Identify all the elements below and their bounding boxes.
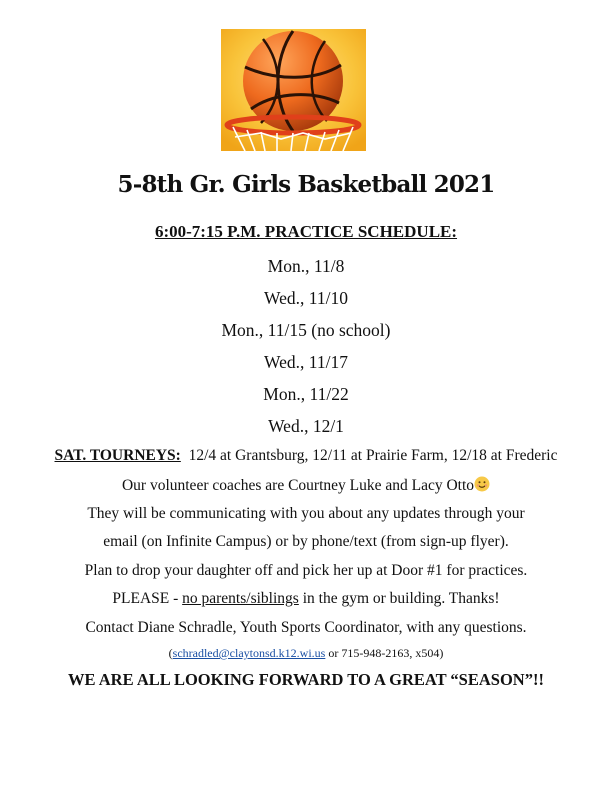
- contact-email-link[interactable]: schradled@claytonsd.k12.wi.us: [172, 646, 326, 660]
- contact-phone: or 715-948-2163, x504): [325, 646, 444, 660]
- contact-line: Contact Diane Schradle, Youth Sports Coordinator, with any questions.: [85, 619, 527, 636]
- tourneys-line: [0, 447, 612, 465]
- please-prefix: PLEASE -: [112, 590, 183, 607]
- please-underlined: no parents/siblings: [182, 590, 299, 607]
- closing-line: WE ARE ALL LOOKING FORWARD TO A GREAT “SEASON”!!: [68, 670, 544, 689]
- practice-date: Wed., 12/1: [268, 416, 344, 436]
- tourneys-text: 12/4 at Grantsburg, 12/11 at Prairie Farm, 12/18 at Frederic: [188, 447, 558, 464]
- practice-date: Mon., 11/15 (no school): [221, 320, 391, 340]
- dropoff-line: Plan to drop your daughter off and pick her up at Door #1 for practices.: [84, 562, 528, 579]
- basketball-hoop-icon: [221, 29, 366, 151]
- tourneys-label: SAT. TOURNEYS:: [54, 447, 181, 464]
- contact-open-paren: (: [168, 646, 173, 660]
- communication-line-1: They will be communicating with you about any updates through your: [87, 505, 525, 522]
- communication-line-2: email (on Infinite Campus) or by phone/text (from sign-up flyer).: [103, 533, 509, 550]
- practice-date: Mon., 11/8: [267, 256, 345, 276]
- practice-date: Wed., 11/17: [264, 352, 348, 372]
- flyer-title: 5-8th Gr. Girls Basketball 2021: [117, 171, 495, 198]
- practice-schedule-heading: 6:00-7:15 P.M. PRACTICE SCHEDULE:: [154, 222, 458, 241]
- practice-date: Mon., 11/22: [263, 384, 349, 404]
- smiling-face-icon: [474, 476, 490, 492]
- please-suffix: in the gym or building. Thanks!: [298, 590, 500, 607]
- coaches-text: Our volunteer coaches are Courtney Luke and Lacy Otto: [121, 477, 475, 494]
- please-line: [0, 590, 612, 608]
- contact-details-line: [0, 646, 612, 661]
- practice-date: Wed., 11/10: [264, 288, 348, 308]
- coaches-line: [0, 476, 612, 495]
